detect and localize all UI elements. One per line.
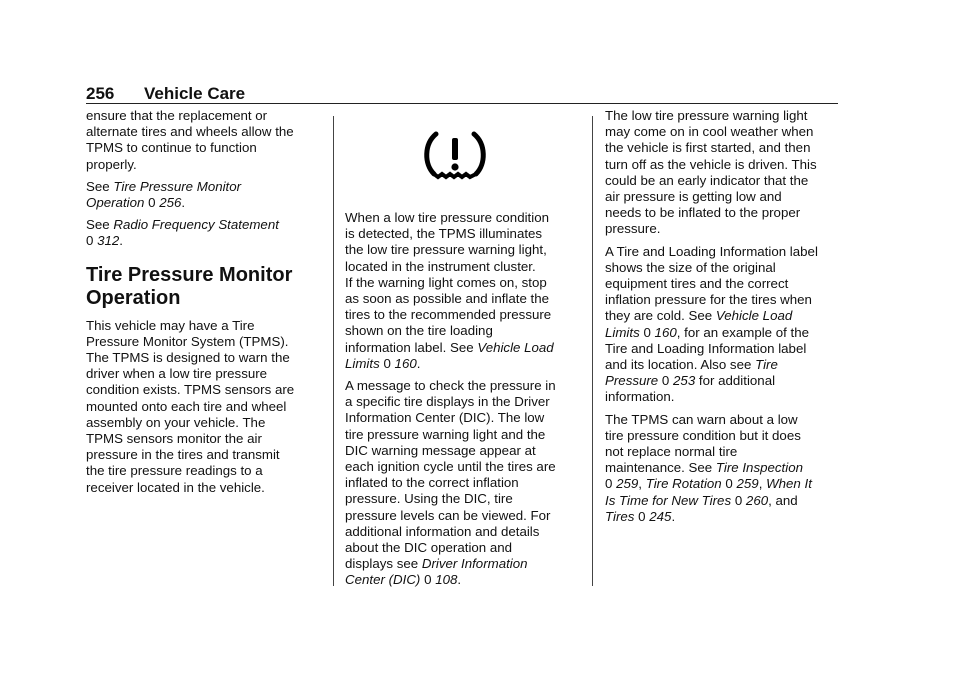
- page-number: 256: [86, 84, 115, 103]
- heading-line: Operation: [86, 286, 181, 309]
- text-line: TPMS sensors monitor the air: [86, 431, 262, 447]
- xref-link[interactable]: Tires: [605, 508, 635, 524]
- text-line: the low tire pressure warning light,: [345, 242, 547, 258]
- text-line: receiver located in the vehicle.: [86, 479, 265, 495]
- xref-link[interactable]: Tire Inspection: [715, 460, 803, 476]
- page-ref[interactable]: 259: [616, 476, 639, 492]
- page-arrow-icon: 0: [383, 355, 391, 371]
- text-line: information.: [605, 389, 675, 405]
- text-line: DIC warning message appear at: [345, 442, 536, 458]
- text: .: [119, 233, 123, 249]
- page-ref[interactable]: 160: [394, 355, 417, 371]
- page-arrow-icon: 0: [148, 195, 156, 211]
- text-line: tire pressure condition but it does: [605, 427, 801, 443]
- text-line: pressure.: [605, 221, 661, 237]
- text-line: This vehicle may have a Tire: [86, 317, 255, 333]
- text-line: driver when a low tire pressure: [86, 366, 268, 382]
- text-line: tires to the recommended pressure: [345, 307, 552, 323]
- text-line: the tire pressure readings to a: [86, 463, 263, 479]
- text: ,: [638, 476, 646, 492]
- text-line: alternate tires and wheels allow the: [86, 124, 294, 140]
- text-line: shows the size of the original: [605, 259, 776, 275]
- text-line: properly.: [86, 156, 137, 172]
- text-line: pressure in the tires and transmit: [86, 447, 280, 463]
- text-line: Tire and Loading Information label: [605, 340, 807, 356]
- paragraph: [345, 378, 585, 589]
- column-divider-2: [592, 116, 593, 586]
- page-ref[interactable]: 260: [745, 492, 769, 508]
- page-arrow-icon: 0: [638, 508, 646, 524]
- page-ref[interactable]: 256: [159, 195, 182, 211]
- text: See: [86, 217, 114, 233]
- column-3: [605, 108, 845, 531]
- text: .: [671, 508, 676, 524]
- xref-link[interactable]: Tire Rotation: [645, 476, 722, 492]
- xref-link[interactable]: Vehicle Load: [715, 308, 793, 324]
- text-line: as soon as possible and inflate the: [345, 291, 550, 307]
- text-line: air pressure is getting low and: [605, 189, 782, 205]
- page-arrow-icon: 0: [725, 476, 733, 492]
- text-line: equipment tires and the correct: [605, 276, 789, 292]
- text: maintenance. See: [605, 460, 716, 476]
- text: .: [457, 572, 462, 588]
- text: for additional: [695, 373, 776, 389]
- page-arrow-icon: 0: [661, 373, 670, 389]
- paragraph: [86, 108, 326, 173]
- text-line: Information Center (DIC). The low: [345, 410, 545, 426]
- xref-link[interactable]: Vehicle Load: [477, 339, 554, 355]
- section-title: Vehicle Care: [144, 84, 246, 103]
- text-line: The low tire pressure warning light: [605, 108, 808, 123]
- text: .: [416, 355, 421, 371]
- text-line: could be an early indicator that the: [605, 172, 809, 188]
- cross-reference: [86, 179, 326, 211]
- text-line: The TPMS can warn about a low: [605, 411, 798, 427]
- page-arrow-icon: 0: [605, 476, 613, 492]
- text-line: ensure that the replacement or: [86, 108, 268, 123]
- text-line: pressure levels can be viewed. For: [345, 507, 551, 523]
- text-line: tire pressure warning light and the: [345, 426, 546, 442]
- text-line: Pressure Monitor System (TPMS).: [86, 333, 289, 349]
- text-line: inflation pressure for the tires when: [605, 292, 812, 308]
- text-line: condition exists. TPMS sensors are: [86, 382, 295, 398]
- paragraph: [605, 244, 845, 406]
- column-divider-1: [333, 116, 334, 586]
- page-ref[interactable]: 108: [435, 572, 458, 588]
- header-rule: [86, 103, 838, 104]
- xref-link[interactable]: Pressure: [605, 373, 659, 389]
- page-ref[interactable]: 160: [654, 324, 677, 340]
- column-1: [86, 108, 326, 502]
- paragraph: [605, 412, 845, 525]
- text-line: A Tire and Loading Information label: [605, 243, 818, 259]
- page-arrow-icon: 0: [643, 324, 651, 340]
- text-line: mounted onto each tire and wheel: [86, 398, 287, 414]
- text-line: pressure. Using the DIC, tire: [345, 491, 513, 507]
- page-ref[interactable]: 245: [649, 508, 672, 524]
- text-line: about the DIC operation and: [345, 540, 513, 556]
- text-line: TPMS to continue to function: [86, 140, 257, 156]
- text: information label. See: [345, 339, 478, 355]
- page-arrow-icon: 0: [424, 572, 432, 588]
- text-line: a specific tire displays in the Driver: [345, 394, 550, 410]
- tire-pressure-warning-icon: [420, 128, 490, 184]
- xref-link[interactable]: Operation: [86, 195, 145, 211]
- text-line: each ignition cycle until the tires are: [345, 459, 556, 475]
- text: .: [181, 195, 186, 211]
- section-heading: [86, 264, 326, 310]
- xref-link[interactable]: Is Time for New Tires: [605, 492, 732, 508]
- page-arrow-icon: 0: [86, 233, 94, 249]
- paragraph: [345, 210, 585, 372]
- text-line: turn off as the vehicle is driven. This: [605, 156, 817, 172]
- text-line: the vehicle is first started, and then: [605, 140, 811, 156]
- text: , for an example of the: [676, 324, 810, 340]
- text-line: A message to check the pressure in: [345, 378, 556, 394]
- text: and its location. Also see: [605, 357, 756, 373]
- xref-link[interactable]: Center (DIC): [345, 572, 421, 588]
- text: , and: [768, 492, 798, 508]
- text-line: needs to be inflated to the proper: [605, 205, 801, 221]
- xref-link[interactable]: Limits: [345, 355, 380, 371]
- text-line: The TPMS is designed to warn the: [86, 350, 290, 366]
- paragraph: [86, 318, 326, 496]
- text-line: may come on in cool weather when: [605, 124, 814, 140]
- text-line: located in the instrument cluster.: [345, 258, 536, 274]
- page-ref[interactable]: 253: [673, 373, 696, 389]
- text: they are cold. See: [605, 308, 716, 324]
- text-line: not replace normal tire: [605, 444, 738, 460]
- text-line: inflated to the correct inflation: [345, 475, 519, 491]
- text: displays see: [345, 556, 422, 572]
- text-line: assembly on your vehicle. The: [86, 414, 266, 430]
- paragraph: [605, 108, 845, 238]
- page-ref[interactable]: 312: [97, 233, 120, 249]
- text-line: additional information and details: [345, 523, 540, 539]
- xref-link[interactable]: Tire: [755, 357, 778, 373]
- text: See: [86, 178, 114, 194]
- xref-link[interactable]: Driver Information: [421, 556, 528, 572]
- xref-link[interactable]: When It: [766, 476, 812, 492]
- text-line: When a low tire pressure condition: [345, 210, 549, 225]
- column-2: [345, 210, 585, 595]
- page-header: [86, 84, 838, 104]
- page-ref[interactable]: 259: [736, 476, 759, 492]
- text: ,: [758, 476, 767, 492]
- text-line: shown on the tire loading: [345, 323, 493, 339]
- xref-link[interactable]: Radio Frequency Statement: [113, 217, 279, 233]
- text-line: is detected, the TPMS illuminates: [345, 226, 543, 242]
- text-line: If the warning light comes on, stop: [345, 274, 547, 290]
- page-arrow-icon: 0: [734, 492, 743, 508]
- xref-link[interactable]: Tire Pressure Monitor: [113, 178, 242, 194]
- cross-reference: [86, 217, 326, 249]
- xref-link[interactable]: Limits: [605, 324, 640, 340]
- heading-line: Tire Pressure Monitor: [86, 263, 293, 286]
